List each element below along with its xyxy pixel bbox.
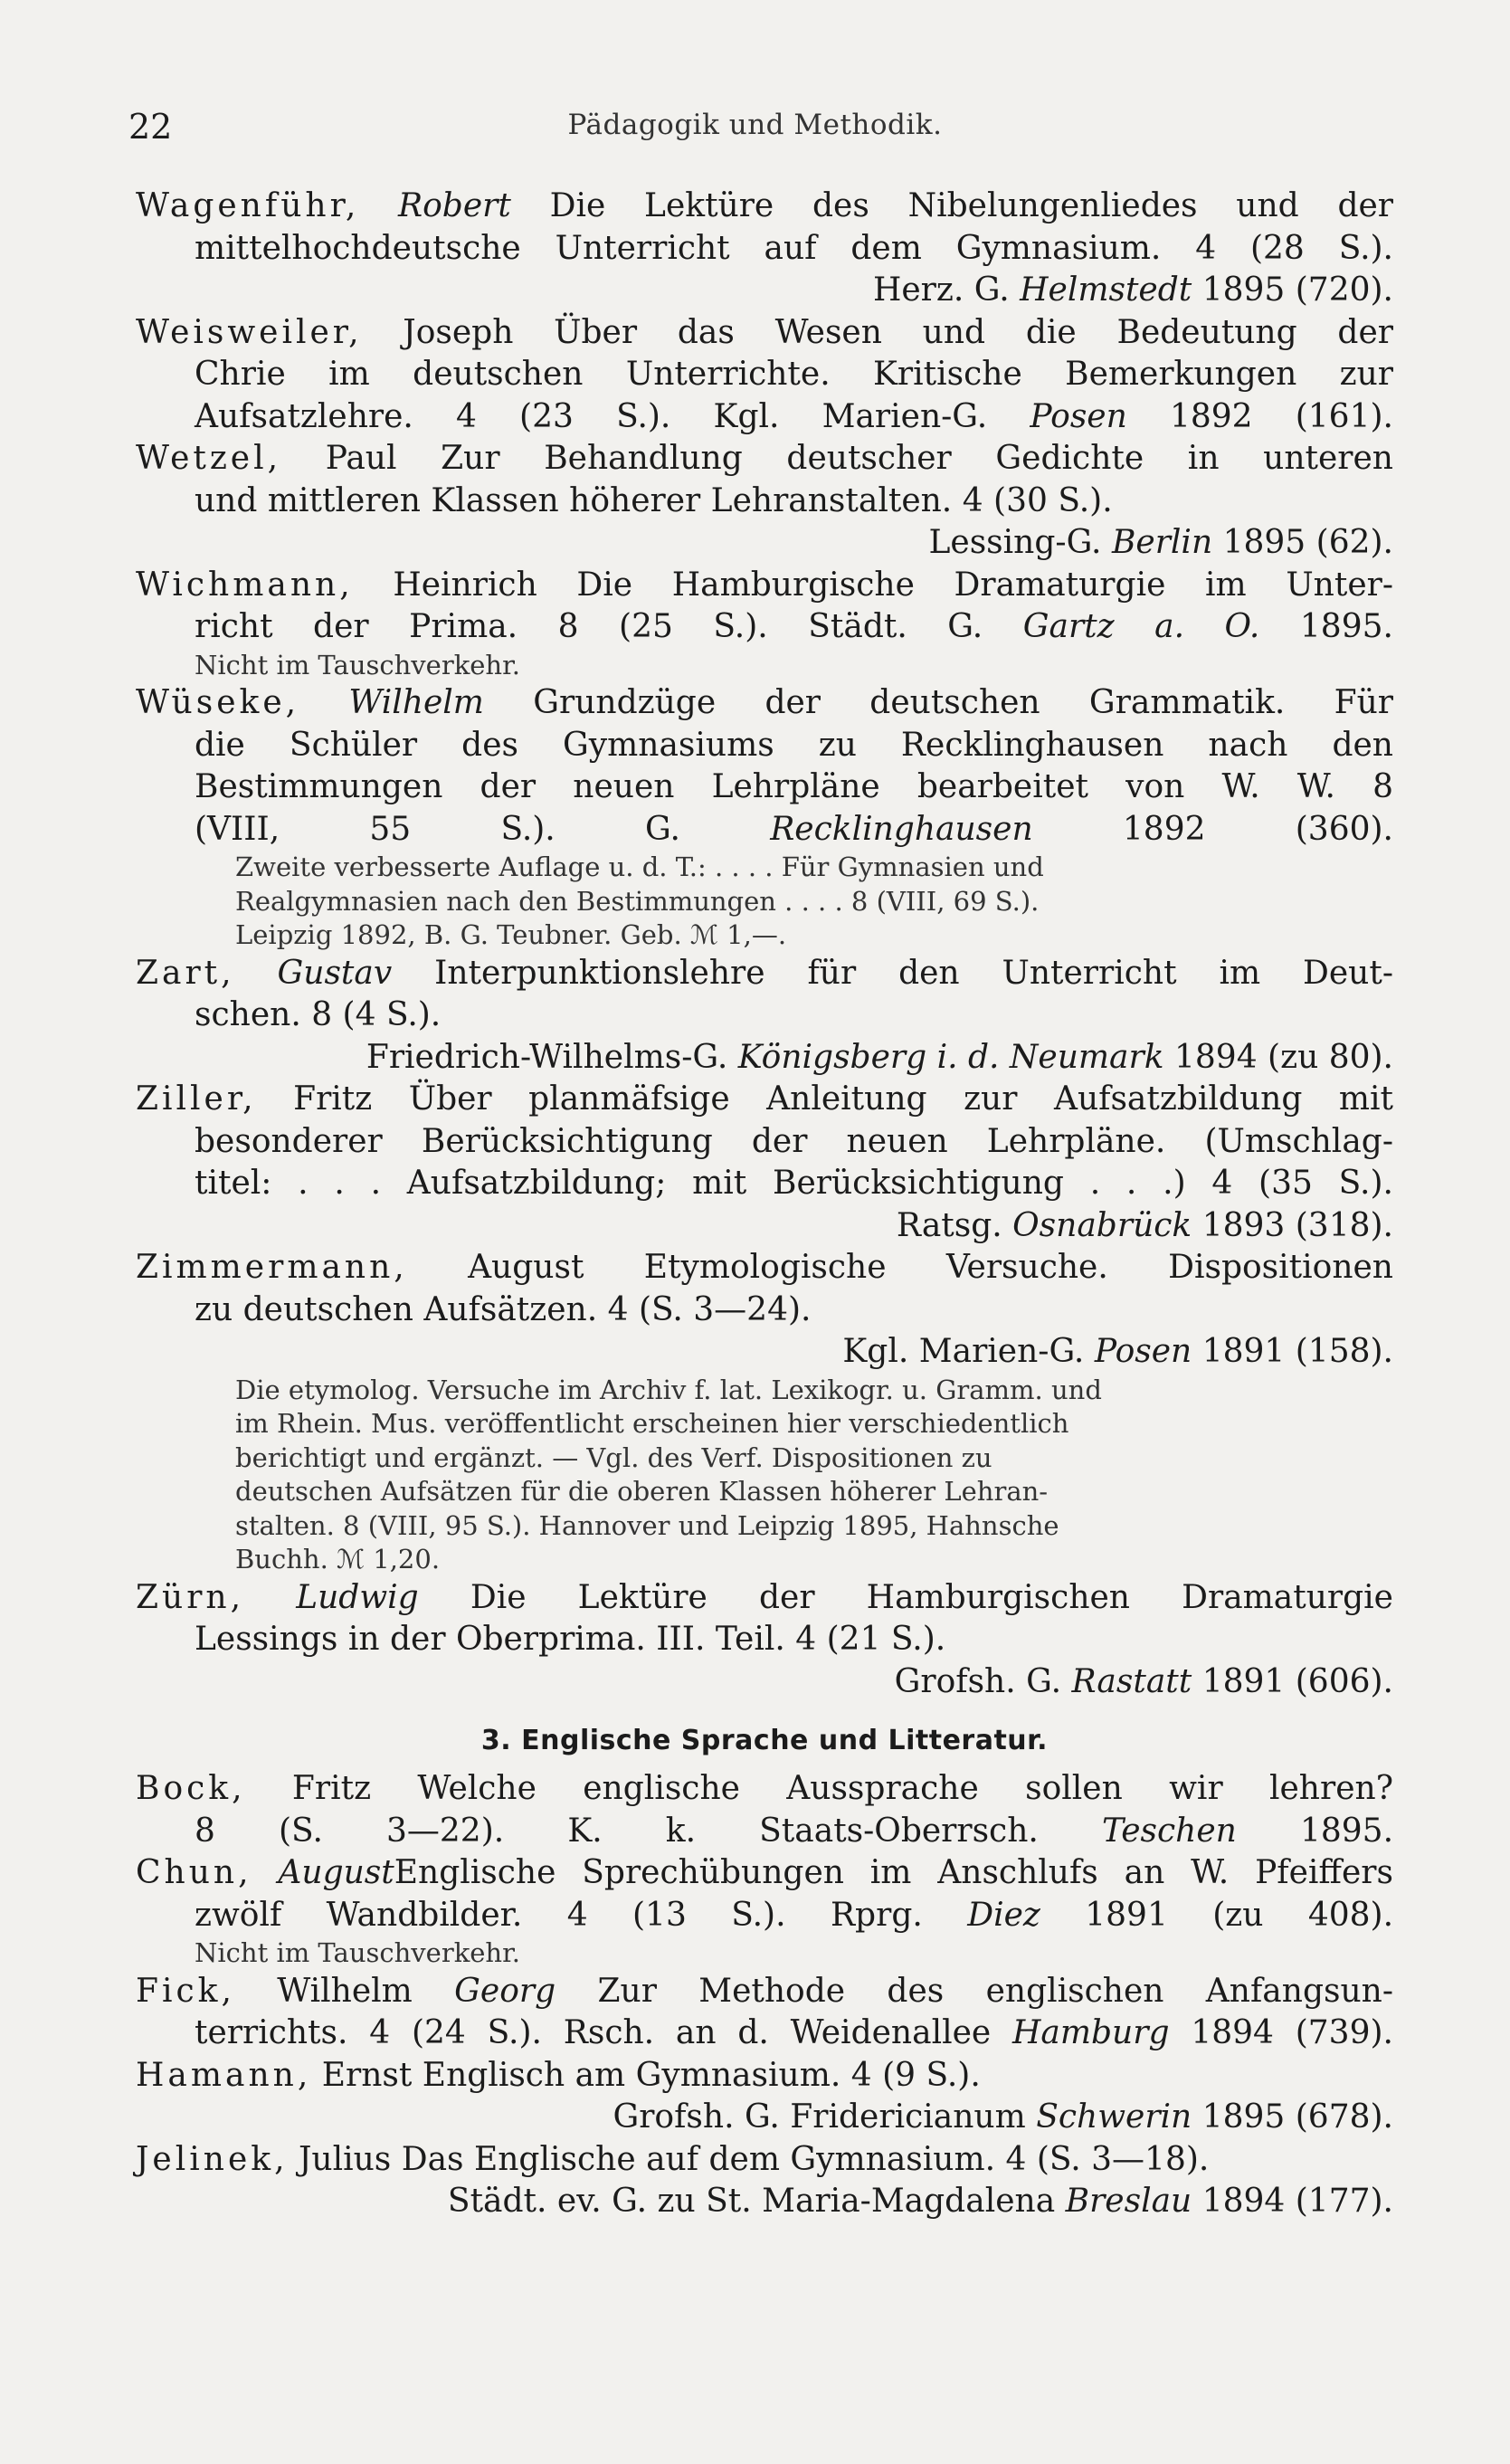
bib-entry: Zimmermann, August Etymologische Versuche. Dispositionen zu deutschen Aufsätzen. 4 (S. 3—24). Kgl. Marien-G. Posen 1891 (158). Die etymolog. Versuche im Archiv f. lat. Lexikogr. u. Gramm. und im Rhein. Mus. veröffentlicht erscheinen hier verschiedentlich berichtigt und ergänzt. — Vgl. des Verf. Dispositionen zu deutschen Aufsätzen für die oberen Klassen höherer Lehran- stalten. 8 (VIII, 95 S.). Hannover und Leipzig 1895, Hahnsche Buchh. ℳ 1,20. [136, 1247, 1393, 1577]
entry-note: Die etymolog. Versuche im Archiv f. lat. Lexikogr. u. Gramm. und [235, 1374, 1102, 1405]
bib-entry: Bock, Fritz Welche englische Aussprache sollen wir lehren? 8 (S. 3—22). K. k. Staats-Oberrsch. Teschen 1895. [136, 1768, 1393, 1852]
author-surname: Fick, [136, 1972, 235, 2010]
author-surname: Weisweiler, [136, 313, 363, 351]
school-line: Städt. ev. G. zu St. Maria-Magdalena Breslau 1894 (177). [447, 2183, 1393, 2220]
section-heading: 3. Englische Sprache und Litteratur. [480, 1725, 1049, 1756]
school-line: Friedrich-Wilhelms-G. Königsberg i. d. Neumark 1894 (zu 80). [366, 1038, 1393, 1076]
author-given: Robert [398, 187, 511, 224]
bib-entry: Zart, Gustav Interpunktionslehre für den Unterricht im Deut- schen. 8 (4 S.). Friedrich-Wilhelms-G. Königsberg i. d. Neumark 1894 (zu 80). [136, 953, 1393, 1080]
place-name: Osnabrück [1012, 1206, 1192, 1244]
entry-note: deutschen Aufsätzen für die oberen Klassen höherer Lehran- [235, 1476, 1049, 1507]
author-surname: Hamann, [136, 2056, 312, 2094]
entry-note: Buchh. ℳ 1,20. [235, 1544, 441, 1574]
school-line: terrichts. 4 (24 S.). Rsch. an d. Weidenallee Hamburg 1894 (739). [195, 2014, 1393, 2051]
page-number: 22 [128, 107, 173, 147]
school-line: richt der Prima. 8 (25 S.). Städt. G. Gartz a. O. 1895. [195, 608, 1393, 645]
place-name: Rastatt [1071, 1662, 1192, 1700]
place-name: Breslau [1065, 2183, 1192, 2220]
school-line: Grofsh. G. Rastatt 1891 (606). [894, 1662, 1393, 1700]
entry-note: Realgymnasien nach den Bestimmungen . . . . 8 (VIII, 69 S.). [235, 885, 1040, 917]
place-name: Posen [1094, 1333, 1192, 1370]
author-surname: Chun, [136, 1854, 252, 1891]
school-line: Grofsh. G. Fridericianum Schwerin 1895 (678). [613, 2098, 1393, 2136]
entry-note: im Rhein. Mus. veröffentlicht erscheinen hier verschiedentlich [235, 1408, 1069, 1439]
author-surname: Zimmermann, [136, 1249, 408, 1286]
bib-entry: Jelinek, Julius Das Englische auf dem Gymnasium. 4 (S. 3—18). Städt. ev. G. zu St. Maria-Magdalena Breslau 1894 (177). [136, 2139, 1393, 2223]
bib-entry: Wagenführ, Robert Die Lektüre des Nibelungenliedes und der mittelhochdeutsche Unterricht auf dem Gymnasium. 4 (28 S.). Herz. G. Helmstedt 1895 (720). [136, 186, 1393, 312]
author-surname: Wetzel, [136, 440, 282, 477]
place-name: Hamburg [1012, 2014, 1170, 2051]
bib-entry: Ziller, Fritz Über planmäfsige Anleitung zur Aufsatzbildung mit besonderer Berücksichtigung der neuen Lehrpläne. (Umschlag- titel: . . . Aufsatzbildung; mit Berücksichtigung . . .) 4 (35 S.). Ratsg. Osnabrück 1893 (318). [136, 1079, 1393, 1247]
bib-entry: Wüseke, Wilhelm Grundzüge der deutschen Grammatik. Für die Schüler des Gymnasiums zu Recklinghausen nach den Bestimmungen der neuen Lehrpläne bearbeitet von W. W. 8 (VIII, 55 S.). G. Recklinghausen 1892 (360). Zweite verbesserte Auflage u. d. T.: . . . . Für Gymnasien und Realgymnasien nach den Bestimmungen . . . . 8 (VIII, 69 S.). Leipzig 1892, B. G. Teubner. Geb. ℳ 1,—. [136, 682, 1393, 953]
author-given: Georg [454, 1972, 556, 2010]
place-name: Posen [1030, 397, 1127, 435]
author-surname: Zürn, [136, 1578, 245, 1616]
author-surname: Bock, [136, 1770, 246, 1807]
place-name: Teschen [1101, 1812, 1237, 1850]
author-surname: Wüseke, [136, 684, 300, 721]
author-given: August [278, 1854, 394, 1891]
place-name: Berlin [1111, 524, 1213, 561]
bib-entry: Hamann, Ernst Englisch am Gymnasium. 4 (9 S.). Grofsh. G. Fridericianum Schwerin 1895 (678). [136, 2055, 1393, 2139]
place-name: Recklinghausen [770, 810, 1033, 848]
school-line: Aufsatzlehre. 4 (23 S.). Kgl. Marien-G. Posen 1892 (161). [195, 397, 1393, 435]
entry-note: Zweite verbesserte Auflage u. d. T.: . . . . Für Gymnasien und [235, 851, 1044, 882]
bib-entry: Zürn, Ludwig Die Lektüre der Hamburgischen Dramaturgie Lessings in der Oberprima. III. Teil. 4 (21 S.). Grofsh. G. Rastatt 1891 (606). [136, 1577, 1393, 1704]
school-line: 8 (S. 3—22). K. k. Staats-Oberrsch. Teschen 1895. [195, 1812, 1394, 1850]
author-surname: Jelinek, [136, 2140, 289, 2178]
place-name: Schwerin [1036, 2098, 1192, 2136]
place-name: Gartz a. O. [1022, 608, 1260, 645]
school-line: zwölf Wandbilder. 4 (13 S.). Rprg. Diez 1891 (zu 408). [195, 1896, 1394, 1934]
author-surname: Ziller, [136, 1080, 257, 1118]
bib-entry: Wetzel, Paul Zur Behandlung deutscher Gedichte in unteren und mittleren Klassen höherer Lehranstalten. 4 (30 S.). Lessing-G. Berlin 1895 (62). [136, 438, 1393, 565]
author-given: Ludwig [296, 1578, 419, 1616]
author-surname: Zart, [136, 954, 235, 992]
place-name: Königsberg i. d. Neumark [737, 1038, 1164, 1076]
author-given: Wilhelm [348, 684, 484, 721]
place-name: Helmstedt [1020, 271, 1192, 309]
bib-entry: Weisweiler, Joseph Über das Wesen und die Bedeutung der Chrie im deutschen Unterrichte. Kritische Bemerkungen zur Aufsatzlehre. 4 (23 S.). Kgl. Marien-G. Posen 1892 (161). [136, 312, 1393, 439]
entry-note: stalten. 8 (VIII, 95 S.). Hannover und Leipzig 1895, Hahnsche [235, 1509, 1059, 1541]
author-given: Gustav [277, 954, 393, 992]
bibliography-list [136, 186, 1393, 2223]
school-line: Lessing-G. Berlin 1895 (62). [928, 524, 1393, 561]
school-line: (VIII, 55 S.). G. Recklinghausen 1892 (360). [195, 810, 1393, 848]
bib-entry: Fick, Wilhelm Georg Zur Methode des englischen Anfangsun- terrichts. 4 (24 S.). Rsch. an d. Weidenallee Hamburg 1894 (739). [136, 1971, 1393, 2055]
school-line: Ratsg. Osnabrück 1893 (318). [896, 1206, 1393, 1244]
school-line: Kgl. Marien-G. Posen 1891 (158). [842, 1333, 1393, 1370]
place-name: Diez [967, 1896, 1040, 1934]
entry-note: Nicht im Tauschverkehr. [195, 649, 521, 680]
author-surname: Wichmann, [136, 566, 354, 604]
entry-note: berichtigt und ergänzt. — Vgl. des Verf. Dispositionen zu [235, 1441, 992, 1473]
bib-entry: Wichmann, Heinrich Die Hamburgische Dramaturgie im Unter- richt der Prima. 8 (25 S.). Städt. G. Gartz a. O. 1895. Nicht im Tauschverkehr. [136, 565, 1393, 683]
page-header [127, 107, 1383, 152]
school-line: Herz. G. Helmstedt 1895 (720). [872, 271, 1393, 309]
author-surname: Wagenführ, [136, 187, 360, 224]
entry-note: Nicht im Tauschverkehr. [195, 1937, 521, 1968]
entry-note: Leipzig 1892, B. G. Teubner. Geb. ℳ 1,—. [235, 919, 787, 950]
bib-entry: Chun, AugustEnglische Sprechübungen im Anschlufs an W. Pfeiffers zwölf Wandbilder. 4 (13 S.). Rprg. Diez 1891 (zu 408). Nicht im Tauschverkehr. [136, 1852, 1393, 1971]
running-title: Pädagogik und Methodik. [567, 109, 943, 141]
